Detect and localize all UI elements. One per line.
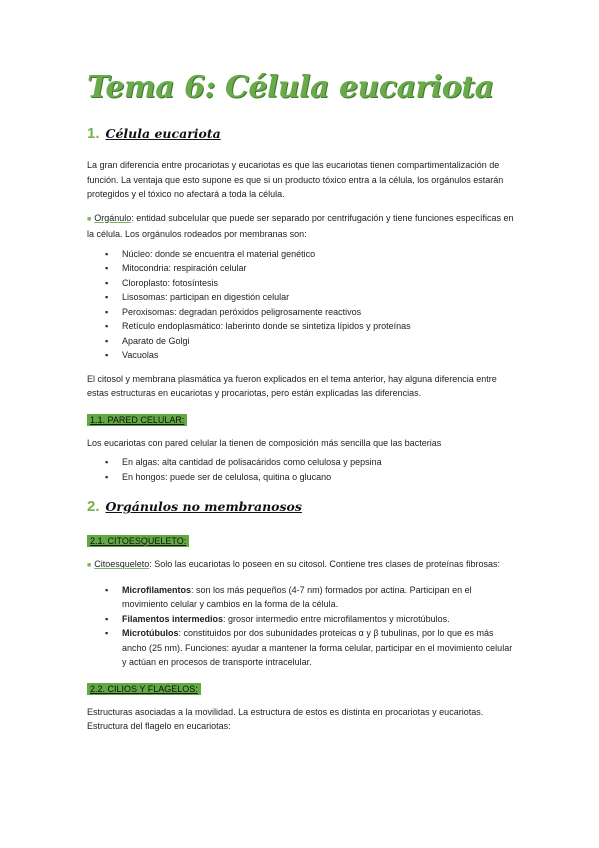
section-number: 2. xyxy=(87,498,100,515)
fiber-list xyxy=(87,583,515,670)
section-heading-1 xyxy=(87,125,515,142)
item-term: Microfilamentos xyxy=(122,584,192,595)
list-item: ▪ Vacuolas xyxy=(122,348,515,363)
item-term: Filamentos intermedios xyxy=(122,613,224,624)
paragraph: Los eucariotas con pared celular la tienen de composición más sencilla que las bacterias xyxy=(87,437,442,448)
bullet-square-icon: ■ xyxy=(87,562,92,569)
term: Citoesqueleto xyxy=(94,559,150,569)
paragraph: La gran diferencia entre procariotas y eucariotas es que las eucariotas tienen compartimentalización de función. La ventaja que esto supone es que si un producto tóxico entra a la célula, los orgánulos estarán protegidos y el tóxico no afectará a toda la célula. xyxy=(87,160,504,199)
bullet-square-icon: ■ xyxy=(87,215,92,223)
definition: : entidad subcelular que puede ser separado por centrifugación y tiene funciones específicas en la célula. Los orgánulos rodeados por membranas son: xyxy=(87,212,514,239)
paragraph-citoesqueleto xyxy=(87,557,515,574)
list-item: ▪ Lisosomas: participan en digestión celular xyxy=(122,290,515,305)
subsection-heading: 2.2. CILIOS Y FLAGELOS: xyxy=(87,683,201,695)
item-text: : son los más pequeños (4-7 nm) formados por actina. Participan en el movimiento celular y cambios en la forma de la célula. xyxy=(122,584,472,609)
list-item xyxy=(122,583,515,612)
list-item: ▪ Peroxisomas: degradan peróxidos peligrosamente reactivos xyxy=(122,305,515,320)
list-item: ▪ Núcleo: donde se encuentra el material genético xyxy=(122,247,515,262)
list-item: ▪ En algas: alta cantidad de polisacáridos como celulosa y pepsina xyxy=(122,455,515,470)
list-item: ▪ Retículo endoplasmático: laberinto donde se sintetiza lípidos y proteínas xyxy=(122,319,515,334)
item-text: : constituidos por dos subunidades proteicas α y β tubulinas, por lo que es más ancho (25 nm). Funciones: ayudar a mantener la forma celular, participar en el movimiento celular y actúan en procesos de transporte intracelular. xyxy=(122,628,513,667)
page-title: Tema 6: Célula eucariota xyxy=(87,70,494,105)
section-number: 1. xyxy=(87,125,100,142)
paragraph-organulo xyxy=(87,211,515,242)
list-item xyxy=(122,626,515,670)
section-heading-2 xyxy=(87,498,515,515)
item-text: : grosor intermedio entre microfilamentos y microtúbulos. xyxy=(223,613,450,624)
section-title: Orgánulos no membranosos xyxy=(105,499,302,514)
list-item xyxy=(122,612,515,627)
list-item: ▪ Mitocondria: respiración celular xyxy=(122,261,515,276)
cell-wall-list xyxy=(87,455,515,484)
list-item: ▪ Cloroplasto: fotosíntesis xyxy=(122,276,515,291)
subsection-heading: 2.1. CITOESQUELETO: xyxy=(87,535,189,547)
subsection-heading: 1.1. PARED CELULAR: xyxy=(87,414,187,426)
paragraph: El citosol y membrana plasmática ya fueron explicados en el tema anterior, hay alguna diferencia entre estas estructuras en eucariotas y procariotas, pero están explicadas las diferencias. xyxy=(87,373,497,398)
paragraph: Estructuras asociadas a la movilidad. La estructura de estos es distinta en procariotas y eucariotas. Estructura del flagelo en eucariotas: xyxy=(87,706,484,731)
list-item: ▪ En hongos: puede ser de celulosa, quitina o glucano xyxy=(122,470,515,485)
list-item: ▪ Aparato de Golgi xyxy=(122,334,515,349)
organelle-list xyxy=(87,247,515,363)
term: Orgánulo xyxy=(94,212,132,223)
item-term: Microtúbulos xyxy=(122,628,179,638)
section-title: Célula eucariota xyxy=(105,126,221,141)
definition: : Solo las eucariotas lo poseen en su citosol. Contiene tres clases de proteínas fibrosas: xyxy=(149,559,500,569)
